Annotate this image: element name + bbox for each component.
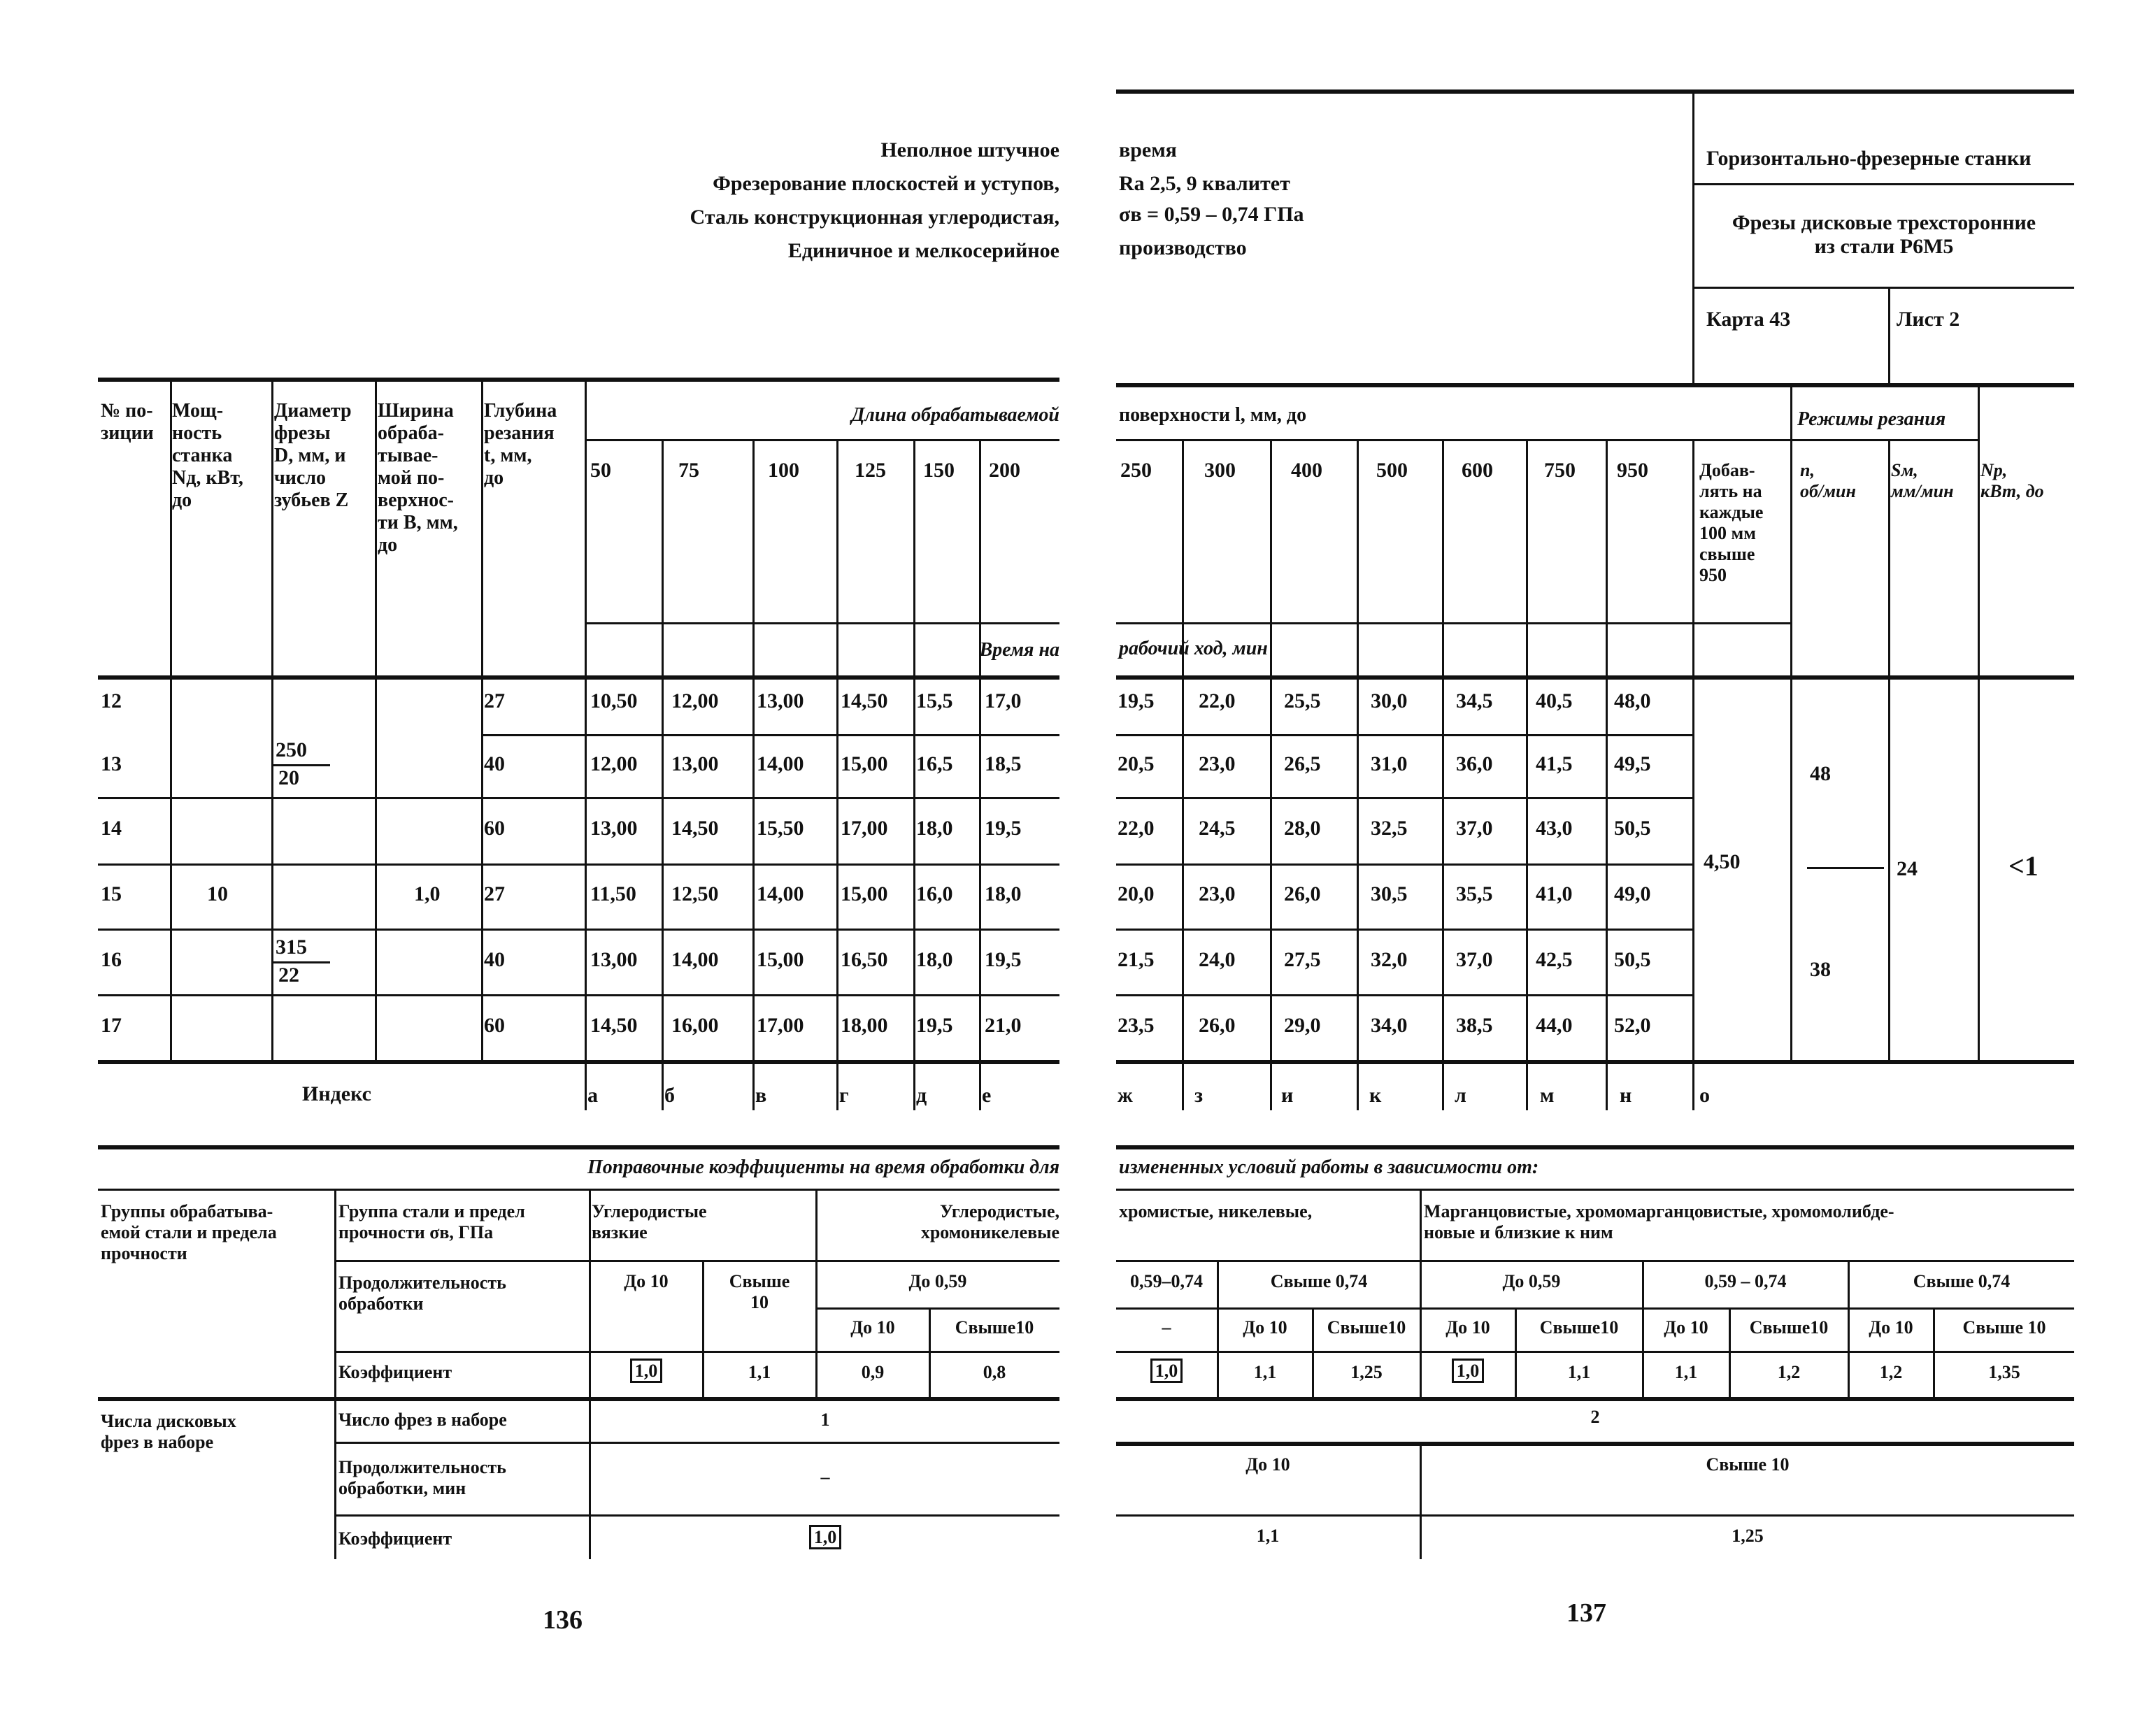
- modes-label: Режимы резания: [1797, 408, 1946, 430]
- corr-do059-right: До 0,59: [1502, 1271, 1561, 1291]
- right-vline-10: [1978, 383, 1980, 1060]
- corr-r-coeff-2: 1,1: [1253, 1362, 1277, 1382]
- left-corr-group-rule: [98, 1397, 1059, 1401]
- time-cell: 28,0: [1284, 817, 1321, 840]
- corr-manganese: Марганцовистые, хромомарганцовистые, хромомолибде- новые и близкие к ним: [1424, 1201, 1894, 1242]
- time-cell: 41,5: [1536, 752, 1573, 775]
- index-cell: д: [916, 1084, 927, 1107]
- time-cell: 11,50: [590, 882, 636, 905]
- time-cell: 22,0: [1199, 689, 1236, 712]
- header-depth: Глубина резания t, мм, до: [484, 400, 557, 489]
- time-cell: 30,0: [1371, 689, 1408, 712]
- time-cell: 17,00: [757, 1014, 804, 1037]
- row-depth-2: 40: [484, 752, 505, 775]
- length-250: 250: [1120, 459, 1152, 482]
- corr-coeff-2: 1,1: [748, 1362, 771, 1382]
- index-cell: а: [587, 1084, 598, 1107]
- right-machine-rule: [1692, 183, 2074, 185]
- corr-cutters-count-label: Число фрез в наборе: [338, 1410, 507, 1430]
- right-corr-sub-rule-1: [1116, 1260, 2074, 1262]
- corr-productivity: Продолжительность обработки: [338, 1273, 506, 1314]
- row-depth-4: 27: [484, 882, 505, 905]
- index-cell: и: [1281, 1084, 1294, 1107]
- time-cell: 15,50: [757, 817, 804, 840]
- right-data-bottom-rule: [1116, 1060, 2074, 1064]
- left-page-number: 136: [543, 1605, 583, 1635]
- left-length-rule: [585, 439, 1059, 441]
- left-corr-header-rule: [98, 1189, 1059, 1191]
- right-time-rule: [1116, 622, 1790, 624]
- right-corr-vline-3: [1420, 1189, 1422, 1397]
- header-width: Ширина обраба- тывае- мой по- верхнос- ти B, мм, до: [378, 400, 458, 556]
- time-cell: 14,50: [590, 1014, 638, 1037]
- corr-over074: Свыше 0,74: [1270, 1271, 1368, 1291]
- time-cell: 23,5: [1118, 1014, 1155, 1037]
- time-cell: 20,0: [1118, 882, 1155, 905]
- index-cell: н: [1620, 1084, 1632, 1107]
- corr-r-coeff-6: 1,1: [1674, 1362, 1698, 1382]
- left-corr-sub-rule-3: [336, 1351, 1059, 1353]
- time-cell: 12,50: [671, 882, 719, 905]
- index-cell: г: [839, 1084, 849, 1107]
- time-cell: 21,5: [1118, 948, 1155, 971]
- index-cell: л: [1455, 1084, 1466, 1107]
- time-cell: 37,0: [1456, 948, 1493, 971]
- corr-r-coeff-7: 1,2: [1777, 1362, 1801, 1382]
- add-label: Добав- лять на каждые 100 мм свыше 950: [1699, 460, 1764, 585]
- time-cell: 13,00: [590, 817, 638, 840]
- time-cell: 22,0: [1118, 817, 1155, 840]
- corr-cutters-count-2: 2: [1590, 1407, 1600, 1427]
- corr-r-coeff-4-box: 1,0: [1452, 1359, 1485, 1383]
- time-cell: 16,50: [841, 948, 888, 971]
- left-corr-set-rule-2: [336, 1514, 1059, 1517]
- time-cell: 49,0: [1614, 882, 1651, 905]
- corr-group2-label: Числа дисковых фрез в наборе: [101, 1411, 236, 1452]
- right-corr-sub-rule-3: [1116, 1351, 2074, 1353]
- right-tool-rule: [1692, 287, 2074, 289]
- row-pos-12: 12: [101, 689, 122, 712]
- corr-r-coeff-9: 1,35: [1988, 1362, 2020, 1382]
- time-cell: 30,5: [1371, 882, 1408, 905]
- left-corr-title: Поправочные коэффициенты на время обработки для: [587, 1156, 1059, 1178]
- corr-r-coeff-5: 1,1: [1567, 1362, 1591, 1382]
- right-corr-vline-6: [1642, 1260, 1644, 1397]
- corr-sub-7: До 10: [1869, 1317, 1913, 1338]
- card-number: Карта 43: [1706, 308, 1791, 331]
- length-125: 125: [855, 459, 886, 482]
- corr-sub-8: Свыше 10: [1962, 1317, 2046, 1338]
- right-vline-7: [1692, 439, 1694, 1110]
- time-cell: 18,00: [841, 1014, 888, 1037]
- corr-cutters-count-val: 1: [820, 1410, 830, 1430]
- left-vline-5: [585, 378, 587, 1110]
- right-vline-6: [1606, 439, 1608, 1110]
- time-cell: 18,0: [985, 882, 1022, 905]
- corr-steel-group-label: Группа стали и предел прочности σв, ГПа: [338, 1201, 525, 1242]
- index-cell: о: [1699, 1084, 1710, 1107]
- row-pos-16: 16: [101, 948, 122, 971]
- corr-productivity-min: Продолжительность обработки, мин: [338, 1457, 506, 1498]
- corr-set-over10: Свыше 10: [1706, 1454, 1790, 1475]
- row-pos-14: 14: [101, 817, 122, 840]
- tool-type: Фрезы дисковые трехсторонние из стали Р6М5: [1732, 211, 2036, 258]
- s-value: 24: [1897, 857, 1918, 880]
- right-header-top-rule: [1116, 89, 2074, 94]
- time-cell: 15,00: [757, 948, 804, 971]
- left-corr-vline-1: [334, 1189, 336, 1559]
- corr-over10: Свыше 10: [729, 1271, 790, 1312]
- corr-set-coeff-2: 1,25: [1732, 1526, 1764, 1546]
- left-corr-sub-rule-1: [336, 1260, 1059, 1262]
- left-vline-7: [752, 439, 755, 1110]
- left-header-line-3: Сталь конструкционная углеродистая,: [690, 206, 1059, 229]
- right-corr-sub-rule-2: [1116, 1307, 2074, 1310]
- right-header-line-3: σв = 0,59 – 0,74 ГПа: [1119, 203, 1304, 226]
- right-page-number: 137: [1566, 1598, 1606, 1628]
- left-header-line-1: Неполное штучное: [880, 138, 1059, 162]
- corr-coeff2-box: 1,0: [809, 1525, 842, 1549]
- time-cell: 14,50: [841, 689, 888, 712]
- right-corr-header-rule: [1116, 1189, 2074, 1191]
- corr-sub-2: Свыше10: [1327, 1317, 1406, 1338]
- time-cell: 19,5: [1118, 689, 1155, 712]
- corr-do10: До 10: [624, 1271, 669, 1291]
- header-position: № по- зиции: [101, 400, 154, 444]
- time-cell: 18,0: [916, 948, 953, 971]
- time-cell: 16,00: [671, 1014, 719, 1037]
- row-pos-17: 17: [101, 1014, 122, 1037]
- time-cell: 12,00: [671, 689, 719, 712]
- right-corr-vline-7: [1729, 1307, 1731, 1397]
- right-corr-vline-9: [1933, 1307, 1935, 1397]
- time-cell: 23,0: [1199, 882, 1236, 905]
- time-cell: 32,0: [1371, 948, 1408, 971]
- right-modes-rule: [1790, 439, 1978, 441]
- length-150: 150: [923, 459, 955, 482]
- time-cell: 25,5: [1284, 689, 1321, 712]
- row-depth-3: 60: [484, 817, 505, 840]
- corr-sub-6: Свыше10: [1749, 1317, 1829, 1338]
- time-cell: 13,00: [590, 948, 638, 971]
- cutter-b-num: 315: [276, 936, 307, 959]
- left-vline-9: [913, 439, 915, 1110]
- corr-carbon-cr-ni: Углеродистые, хромоникелевые: [920, 1201, 1059, 1242]
- left-table-top-rule: [98, 378, 1059, 382]
- row-depth-6: 60: [484, 1014, 505, 1037]
- length-600: 600: [1462, 459, 1493, 482]
- corr-r-coeff-3: 1,25: [1350, 1362, 1383, 1382]
- time-cell: 13,00: [671, 752, 719, 775]
- n-label: n, об/мин: [1800, 460, 1856, 501]
- length-500: 500: [1376, 459, 1408, 482]
- corr-r059-074: 0,59–0,74: [1130, 1271, 1203, 1291]
- index-cell: б: [664, 1084, 675, 1107]
- n-value-2: 38: [1810, 958, 1831, 981]
- corr-coeff-1-box: 1,0: [630, 1359, 663, 1383]
- time-cell: 35,5: [1456, 882, 1493, 905]
- corr-coeff-1: [592, 1361, 701, 1382]
- time-cell: 15,00: [841, 882, 888, 905]
- corr-group1-label: Группы обрабатыва- емой стали и предела прочности: [101, 1201, 277, 1263]
- time-cell: 20,5: [1118, 752, 1155, 775]
- right-vline-1: [1182, 439, 1184, 1110]
- time-cell: 17,00: [841, 817, 888, 840]
- corr-sub-dash: –: [1162, 1317, 1171, 1338]
- header-time-group: Время на: [979, 639, 1059, 661]
- right-corr-set-rule-2: [1116, 1514, 2074, 1517]
- time-cell: 10,50: [590, 689, 638, 712]
- time-cell: 14,00: [757, 752, 804, 775]
- sheet-number: Лист 2: [1897, 308, 1960, 331]
- time-cell: 17,0: [985, 689, 1022, 712]
- width-value: 1,0: [414, 882, 441, 905]
- right-header-line-1: время: [1119, 138, 1177, 162]
- cutter-a-den: 20: [278, 766, 299, 789]
- time-cell: 36,0: [1456, 752, 1493, 775]
- left-corr-top-rule: [98, 1145, 1059, 1149]
- row-depth-5: 40: [484, 948, 505, 971]
- right-vline-2: [1270, 439, 1272, 1110]
- time-cell: 50,5: [1614, 817, 1651, 840]
- time-cell: 15,5: [916, 689, 953, 712]
- time-cell: 19,5: [985, 948, 1022, 971]
- corr-sub-4: Свыше10: [1539, 1317, 1619, 1338]
- row-pos-15: 15: [101, 882, 122, 905]
- corr-sub-3: До 10: [1445, 1317, 1490, 1338]
- machine-type: Горизонтально-фрезерные станки: [1706, 147, 2032, 170]
- time-cell: 42,5: [1536, 948, 1573, 971]
- time-cell: 19,5: [985, 817, 1022, 840]
- time-cell: 24,5: [1199, 817, 1236, 840]
- time-cell: 31,0: [1371, 752, 1408, 775]
- add-value: 4,50: [1704, 850, 1741, 873]
- header-diameter: Диаметр фрезы D, мм, и число зубьев Z: [274, 400, 352, 511]
- right-corr-vline-8: [1848, 1260, 1850, 1397]
- left-corr-vline-2: [589, 1189, 591, 1559]
- corr-set-do10: До 10: [1245, 1454, 1290, 1475]
- time-cell: 32,5: [1371, 817, 1408, 840]
- right-corr-group-rule: [1116, 1397, 2074, 1401]
- corr-carbon: Углеродистые вязкие: [592, 1201, 707, 1242]
- corr-coeff2-label: Коэффициент: [338, 1528, 452, 1549]
- index-cell: м: [1540, 1084, 1555, 1107]
- time-cell: 43,0: [1536, 817, 1573, 840]
- length-300: 300: [1204, 459, 1236, 482]
- row-pos-13: 13: [101, 752, 122, 775]
- time-cell: 15,00: [841, 752, 888, 775]
- length-950: 950: [1617, 459, 1648, 482]
- time-cell: 14,00: [671, 948, 719, 971]
- right-header-vline: [1692, 89, 1694, 383]
- right-corr-set-rule-1: [1116, 1442, 2074, 1446]
- time-cell: 41,0: [1536, 882, 1573, 905]
- corr-r-coeff-8: 1,2: [1879, 1362, 1903, 1382]
- right-table-top-rule: [1116, 383, 2074, 387]
- time-cell: 26,0: [1284, 882, 1321, 905]
- header-length-group: Длина обрабатываемой: [851, 404, 1059, 426]
- time-cell: 19,5: [916, 1014, 953, 1037]
- corr-chrome-ni: хромистые, никелевые,: [1119, 1201, 1313, 1221]
- np-label: Nр, кВт, до: [1980, 460, 2044, 501]
- surface-label: поверхности l, мм, до: [1119, 404, 1307, 426]
- n-divider: [1807, 867, 1884, 869]
- time-cell: 27,5: [1284, 948, 1321, 971]
- header-power: Мощ- ность станка Nд, кВт, до: [172, 400, 243, 511]
- corr-coeff2: [592, 1527, 1059, 1548]
- corr-r-coeff-1: [1118, 1361, 1215, 1382]
- right-data-top-rule: [1116, 675, 2074, 680]
- time-cell: 50,5: [1614, 948, 1651, 971]
- right-vline-3: [1357, 439, 1359, 1110]
- cutter-a-num: 250: [276, 738, 307, 761]
- right-vline-9: [1888, 439, 1890, 1060]
- corr-r-coeff-1-box: 1,0: [1150, 1359, 1183, 1383]
- time-cell: 40,5: [1536, 689, 1573, 712]
- time-cell: 37,0: [1456, 817, 1493, 840]
- time-cell: 16,0: [916, 882, 953, 905]
- left-vline-8: [836, 439, 838, 1110]
- left-vline-6: [662, 439, 664, 1110]
- right-header-line-2: Ra 2,5, 9 квалитет: [1119, 172, 1290, 195]
- right-header-line-4: производство: [1119, 236, 1247, 259]
- right-corr-vline-5: [1515, 1307, 1517, 1397]
- length-100: 100: [768, 459, 799, 482]
- index-cell: в: [755, 1084, 767, 1107]
- right-length-rule: [1116, 439, 1790, 441]
- cutter-b-den: 22: [278, 963, 299, 987]
- cutter-group-divider: [271, 863, 376, 866]
- time-cell: 34,5: [1456, 689, 1493, 712]
- time-cell: 13,00: [757, 689, 804, 712]
- length-750: 750: [1544, 459, 1576, 482]
- left-time-rule: [585, 622, 1059, 624]
- power-value: 10: [207, 882, 228, 905]
- right-corr-title: измененных условий работы в зависимости от:: [1119, 1156, 1539, 1178]
- length-50: 50: [590, 459, 611, 482]
- index-cell: к: [1369, 1084, 1382, 1107]
- left-vline-2: [271, 378, 273, 1060]
- time-cell: 24,0: [1199, 948, 1236, 971]
- time-cell: 21,0: [985, 1014, 1022, 1037]
- index-label: Индекс: [302, 1082, 371, 1105]
- time-cell: 48,0: [1614, 689, 1651, 712]
- corr-coeff-3: 0,9: [861, 1362, 885, 1382]
- np-value: <1: [2008, 850, 2039, 882]
- time-cell: 52,0: [1614, 1014, 1651, 1037]
- index-cell: е: [982, 1084, 992, 1107]
- time-cell: 12,00: [590, 752, 638, 775]
- time-cell: 14,00: [757, 882, 804, 905]
- time-cell: 18,0: [916, 817, 953, 840]
- corr-sub-1: До 10: [1243, 1317, 1287, 1338]
- left-vline-3: [375, 378, 377, 1060]
- length-400: 400: [1291, 459, 1322, 482]
- n-value-1: 48: [1810, 762, 1831, 785]
- corr-sub-over10: Свыше10: [955, 1317, 1034, 1338]
- left-vline-10: [979, 439, 981, 1110]
- time-cell: 26,0: [1199, 1014, 1236, 1037]
- time-cell: 26,5: [1284, 752, 1321, 775]
- time-cell: 29,0: [1284, 1014, 1321, 1037]
- time-cell: 16,5: [916, 752, 953, 775]
- time-cell: 34,0: [1371, 1014, 1408, 1037]
- right-corr-vline-4: [1420, 1442, 1422, 1559]
- row-depth-1: 27: [484, 689, 505, 712]
- corr-dash: –: [820, 1467, 830, 1487]
- left-corr-set-rule-1: [336, 1442, 1059, 1444]
- right-corr-top-rule: [1116, 1145, 2074, 1149]
- time-cell: 49,5: [1614, 752, 1651, 775]
- right-vline-5: [1526, 439, 1528, 1110]
- time-cell: 18,5: [985, 752, 1022, 775]
- corr-r-coeff-4: [1422, 1361, 1513, 1382]
- corr-coeff-label: Коэффициент: [338, 1362, 452, 1382]
- corr-r059-074b: 0,59 – 0,74: [1704, 1271, 1787, 1291]
- left-header-line-2: Фрезерование плоскостей и уступов,: [713, 172, 1059, 195]
- corr-sub-do10: До 10: [850, 1317, 895, 1338]
- right-vline-4: [1442, 439, 1444, 1110]
- left-vline-4: [481, 378, 483, 1060]
- right-corr-vline-1: [1217, 1260, 1219, 1397]
- s-label: Sм, мм/мин: [1891, 460, 1954, 501]
- corr-sub-5: До 10: [1664, 1317, 1708, 1338]
- left-corr-vline-3: [702, 1260, 704, 1397]
- corr-do059: До 0,59: [908, 1271, 967, 1291]
- index-cell: ж: [1118, 1084, 1133, 1107]
- time-cell: 14,50: [671, 817, 719, 840]
- corr-coeff-4: 0,8: [983, 1362, 1006, 1382]
- left-row-rule-1: [483, 734, 1059, 736]
- index-cell: з: [1194, 1084, 1204, 1107]
- time-cell: 38,5: [1456, 1014, 1493, 1037]
- length-200: 200: [989, 459, 1020, 482]
- corr-over074b: Свыше 0,74: [1913, 1271, 2011, 1291]
- corr-set-coeff-1: 1,1: [1256, 1526, 1280, 1546]
- left-corr-sub-rule-2: [815, 1307, 1059, 1310]
- right-corr-vline-2: [1312, 1307, 1314, 1397]
- time-cell: 23,0: [1199, 752, 1236, 775]
- work-stroke-label: рабочий ход, мин: [1119, 638, 1268, 659]
- right-vline-8: [1790, 383, 1792, 1060]
- right-card-vline: [1888, 287, 1890, 383]
- time-cell: 44,0: [1536, 1014, 1573, 1037]
- left-header-line-4: Единичное и мелкосерийное: [787, 239, 1059, 262]
- length-75: 75: [678, 459, 699, 482]
